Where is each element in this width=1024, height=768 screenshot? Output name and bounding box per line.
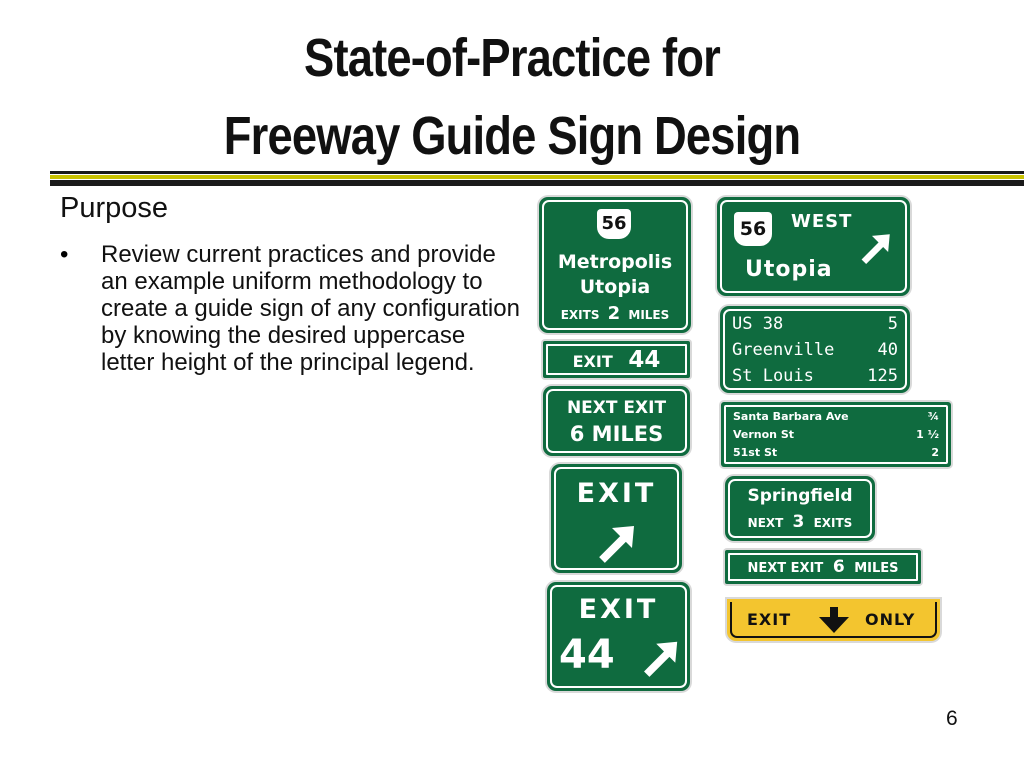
title-rule-top bbox=[50, 171, 1024, 174]
slide-title-line1: State-of-Practice for bbox=[304, 28, 720, 88]
bullet-text: Review current practices and provide an example uniform methodology to create a guide sign of any configuration by knowing the desired uppercase letter height of the principal legend. bbox=[101, 241, 520, 376]
section-heading: Purpose bbox=[60, 192, 169, 224]
sign-text: EXITS 2 MILES bbox=[560, 303, 670, 324]
arrow-down-icon bbox=[817, 605, 851, 635]
sign-metropolis-utopia bbox=[539, 197, 691, 333]
sign-text: Utopia bbox=[745, 257, 833, 282]
sign-next-exit-6-miles-long bbox=[725, 550, 921, 584]
sign-distances bbox=[720, 306, 910, 393]
distance-row: Greenville 40 bbox=[732, 340, 898, 360]
sign-text: 6 MILES bbox=[569, 422, 664, 446]
sign-text: Metropolis bbox=[557, 251, 673, 273]
title-rule-bottom bbox=[50, 180, 1024, 186]
arrow-up-right-icon bbox=[641, 638, 681, 678]
sign-text: EXIT bbox=[747, 610, 792, 629]
sign-exit-only bbox=[727, 599, 940, 641]
sign-exit-arrow bbox=[551, 464, 682, 573]
slide-title-line2: Freeway Guide Sign Design bbox=[223, 106, 801, 166]
street-row: Santa Barbara Ave ¾ bbox=[733, 410, 939, 423]
sign-exit-44-small bbox=[543, 341, 690, 378]
title-rule-yellow bbox=[50, 175, 1024, 179]
us-shield-icon: 56 bbox=[734, 212, 772, 246]
sign-text: EXIT 44 bbox=[572, 347, 661, 373]
sign-text: WEST bbox=[791, 211, 853, 232]
sign-text: Utopia bbox=[579, 276, 651, 298]
bullet-marker: • bbox=[60, 241, 69, 268]
arrow-up-right-icon bbox=[859, 231, 893, 265]
sign-text: ONLY bbox=[865, 610, 916, 629]
sign-west-utopia bbox=[717, 197, 910, 296]
us-shield-icon: 56 bbox=[597, 209, 631, 239]
street-row: Vernon St 1 ½ bbox=[733, 428, 939, 441]
sign-text: NEXT 3 EXITS bbox=[747, 512, 853, 532]
sign-springfield bbox=[725, 476, 875, 541]
distance-row: St Louis 125 bbox=[732, 366, 898, 386]
sign-streets bbox=[721, 402, 951, 467]
distance-row: US 38 5 bbox=[732, 314, 898, 334]
street-row: 51st St 2 bbox=[733, 446, 939, 459]
sign-text: 44 bbox=[559, 632, 615, 678]
sign-text: NEXT EXIT bbox=[566, 398, 667, 418]
sign-text: EXIT bbox=[578, 594, 659, 625]
sign-next-exit-6-miles bbox=[543, 386, 690, 456]
page-number: 6 bbox=[946, 707, 958, 730]
arrow-up-right-icon bbox=[596, 522, 638, 564]
sign-text: Springfield bbox=[747, 486, 853, 506]
sign-text: NEXT EXIT 6 MILES bbox=[747, 557, 899, 577]
sign-exit-44-arrow bbox=[547, 582, 690, 691]
sign-text: EXIT bbox=[576, 478, 657, 509]
